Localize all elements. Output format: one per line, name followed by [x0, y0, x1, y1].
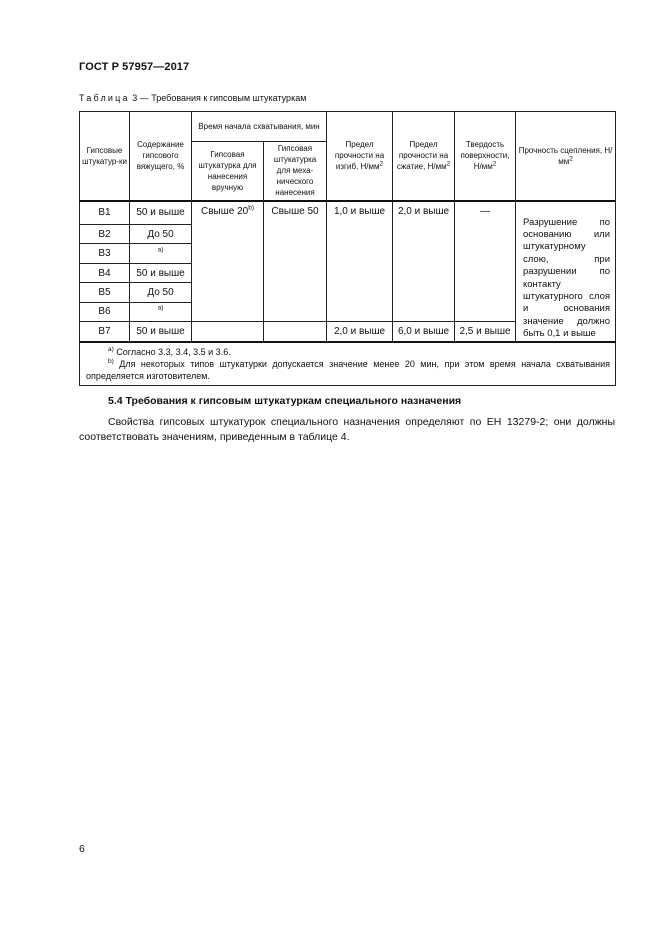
- document-code: ГОСТ Р 57957—2017: [79, 61, 190, 73]
- header-surface-hardness: Твердость поверхности, $Н/мм^2$: [455, 112, 516, 201]
- cell-binder: До 50: [130, 225, 192, 244]
- cell-compression: 2,0 и выше: [393, 201, 455, 322]
- section-paragraph: Свойства гипсовых штукатурок специального назначения определяют по ЕН 13279-2; они должны соответствовать значениям, приведенным в таблице 4.: [79, 416, 615, 443]
- cell-binder: До 50: [130, 283, 192, 302]
- cell-adhesion: Разрушение по основанию или штукатурному слою, при разрушении по контакту штукатурного слоя и основания значение должно быть 0,1 и выше: [516, 201, 616, 342]
- cell-binder: a): [130, 302, 192, 321]
- cell-time-machine: [264, 322, 327, 342]
- cell-type: В5: [80, 283, 130, 302]
- cell-hardness: —: [455, 201, 516, 322]
- plaster-requirements-table: [79, 111, 616, 386]
- header-adhesion-strength: Прочность сцепления, $Н/мм^2$: [516, 112, 616, 201]
- header-compression-strength: Предел прочности на сжатие, $Н/мм^2$: [393, 112, 455, 201]
- cell-type: В2: [80, 225, 130, 244]
- table-header-row: [80, 112, 616, 142]
- table-caption-number: 3: [132, 93, 138, 103]
- cell-binder: 50 и выше: [130, 263, 192, 282]
- cell-compression: 6,0 и выше: [393, 322, 455, 342]
- cell-time-manual: [192, 322, 264, 342]
- cell-binder: 50 и выше: [130, 322, 192, 342]
- cell-type: В3: [80, 244, 130, 263]
- cell-time-machine: Свыше 50: [264, 201, 327, 322]
- table-caption-title: Требования к гипсовым штукатуркам: [151, 93, 307, 103]
- cell-binder: a): [130, 244, 192, 263]
- cell-type: В6: [80, 302, 130, 321]
- cell-type: В1: [80, 201, 130, 225]
- header-time-manual: Гипсовая штукатурка для нанесения вручную: [192, 142, 264, 201]
- header-time-machine: Гипсовая штукатурка для меха-нического нанесения: [264, 142, 327, 201]
- section-title: 5.4 Требования к гипсовым штукатуркам специального назначения: [108, 395, 462, 407]
- table-row: [80, 201, 616, 225]
- header-setting-time: Время начала схватывания, мин: [192, 112, 327, 142]
- cell-binder: 50 и выше: [130, 201, 192, 225]
- table-caption-dash: —: [139, 93, 149, 103]
- cell-bending: 1,0 и выше: [327, 201, 393, 322]
- cell-type: В4: [80, 263, 130, 282]
- header-binder-content: Содержание гипсового вяжущего, %: [130, 112, 192, 201]
- cell-time-manual: Свыше 20$^{b)}$: [192, 201, 264, 322]
- footnote-b: $^{b)}$ Для некоторых типов штукатурки допускается значение менее 20 мин, при этом время начала схватывания определяется изготовителем.: [86, 357, 611, 381]
- footnote-a: $^{a)}$ Согласно 3.3, 3.4, 3.5 и 3.6.: [108, 345, 231, 357]
- cell-hardness: 2,5 и выше: [455, 322, 516, 342]
- cell-bending: 2,0 и выше: [327, 322, 393, 342]
- table-caption: [79, 93, 306, 103]
- cell-type: В7: [80, 322, 130, 342]
- table-caption-label: Таблица: [79, 93, 130, 103]
- page-number: 6: [79, 843, 85, 855]
- header-type: Гипсовые штукатур-ки: [80, 112, 130, 201]
- header-bending-strength: Предел прочности на изгиб, $Н/мм^2$: [327, 112, 393, 201]
- table-notes-row: [80, 342, 616, 386]
- table-notes: [80, 342, 616, 386]
